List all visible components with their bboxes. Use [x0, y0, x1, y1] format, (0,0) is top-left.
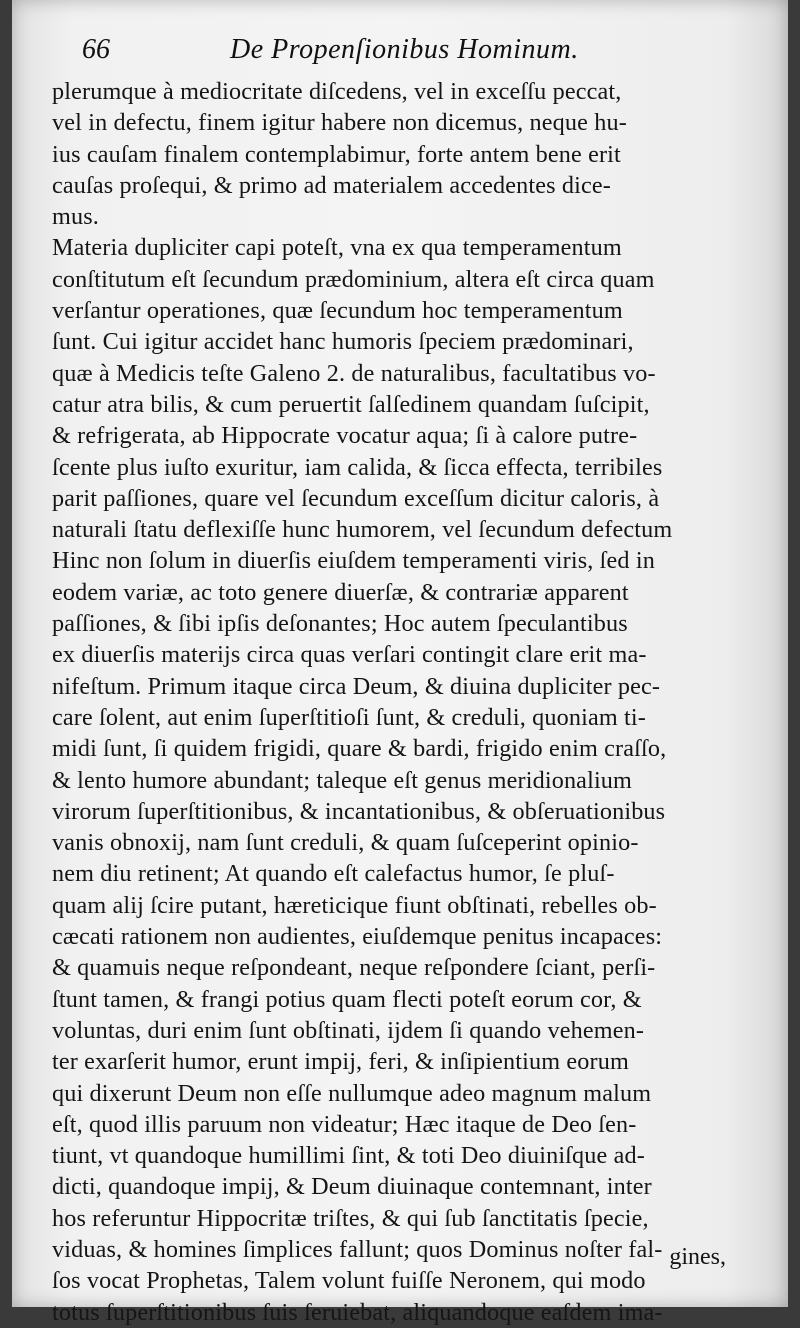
text-line: virorum ſuperſtitionibus, & incantationibus, & obſeruationibus [52, 797, 666, 825]
text-line: ſcente plus iuſto exuritur, iam calida, & ſicca effecta, terribiles [52, 453, 663, 481]
text-line: qui dixerunt Deum non eſſe nullumque adeo magnum malum [52, 1079, 652, 1107]
text-line: ius cauſam finalem contemplabimur, forte antem bene erit [52, 140, 621, 168]
body-text [52, 76, 774, 1328]
text-line: verſantur operationes, quæ ſecundum hoc temperamentum [52, 297, 623, 325]
text-line: midi ſunt, ſi quidem frigidi, quare & bardi, frigido enim craſſo, [52, 735, 667, 763]
book-page [12, 0, 788, 1326]
text-line: cæcati rationem non audientes, eiuſdemque penitus incapaces: [52, 923, 663, 951]
text-line: voluntas, duri enim ſunt obſtinati, ijdem ſi quando vehemen- [52, 1016, 645, 1044]
text-line: Materia dupliciter capi poteſt, vna ex qua temperamentum [52, 234, 622, 262]
text-line: mus. [52, 203, 99, 231]
text-line: ſtunt tamen, & frangi potius quam flecti poteſt eorum cor, & [52, 985, 642, 1013]
page-header [82, 34, 748, 74]
text-line: plerumque à mediocritate diſcedens, vel in exceſſu peccat, [52, 78, 622, 105]
text-line: care ſolent, aut enim ſuperſtitioſi ſunt, & creduli, quoniam ti- [52, 703, 646, 731]
text-line: Hinc non ſolum in diuerſis eiuſdem temperamenti viris, ſed in [52, 547, 655, 575]
text-line: paſſiones, & ſibi ipſis deſonantes; Hoc autem ſpeculantibus [52, 610, 628, 638]
text-line: eodem variæ, ac toto genere diuerſæ, & contrariæ apparent [52, 578, 629, 606]
running-title: De Propenſionibus Hominum. [230, 34, 579, 65]
text-line: ex diuerſis materijs circa quas verſari contingit clare erit ma- [52, 641, 647, 669]
text-line: conſtitutum eſt ſecundum prædominium, altera eſt circa quam [52, 265, 655, 293]
text-line: hos referuntur Hippocritæ triſtes, & qui ſub ſanctitatis ſpecie, [52, 1204, 649, 1232]
text-line: nem diu retinent; At quando eſt calefactus humor, ſe pluſ- [52, 860, 615, 888]
text-line: nifeſtum. Primum itaque circa Deum, & diuina dupliciter pec- [52, 672, 661, 700]
text-line: ſos vocat Prophetas, Talem volunt fuiſſe Neronem, qui modo [52, 1267, 646, 1295]
text-line: tiunt, vt quandoque humillimi ſint, & toti Deo diuiniſque ad- [52, 1142, 645, 1170]
text-line: quæ à Medicis teſte Galeno 2. de naturalibus, facultatibus vo- [52, 359, 656, 387]
text-line: eſt, quod illis paruum non videatur; Hæc itaque de Deo ſen- [52, 1110, 637, 1138]
text-line: dicti, quandoque impij, & Deum diuinaque contemnant, inter [52, 1173, 652, 1201]
text-line: totus ſuperſtitionibus ſuis ſeruiebat, aliquandoque eaſdem ima- [52, 1298, 663, 1326]
text-line: vanis obnoxij, nam ſunt creduli, & quam ſuſceperint opinio- [52, 829, 639, 857]
text-line: quam alij ſcire putant, hæreticique fiunt obſtinati, rebelles ob- [52, 891, 657, 919]
text-line: catur atra bilis, & cum peruertit ſalſedinem quandam ſuſcipit, [52, 390, 650, 418]
text-line: vel in defectu, finem igitur habere non dicemus, neque hu- [52, 109, 627, 137]
text-line: & lento humore abundant; taleque eſt genus meridionalium [52, 766, 633, 794]
text-line: viduas, & homines ſimplices fallunt; quos Dominus noſter fal- [52, 1235, 663, 1263]
text-line: parit paſſiones, quare vel ſecundum exceſſum dicitur caloris, à [52, 484, 660, 512]
text-line: cauſas proſequi, & primo ad materialem accedentes dice- [52, 171, 611, 199]
text-line: & quamuis neque reſpondeant, neque reſpondere ſciant, perſi- [52, 954, 656, 982]
text-line: & refrigerata, ab Hippocrate vocatur aqua; ſi à calore putre- [52, 422, 638, 450]
catchword: gines, [669, 1244, 726, 1270]
text-line: ſunt. Cui igitur accidet hanc humoris ſpeciem prædominari, [52, 328, 634, 356]
text-line: ter exarſerit humor, erunt impij, feri, & inſipientium eorum [52, 1048, 629, 1076]
text-line: naturali ſtatu deflexiſſe hunc humorem, vel ſecundum defectum [52, 516, 673, 544]
page-number: 66 [82, 34, 110, 65]
